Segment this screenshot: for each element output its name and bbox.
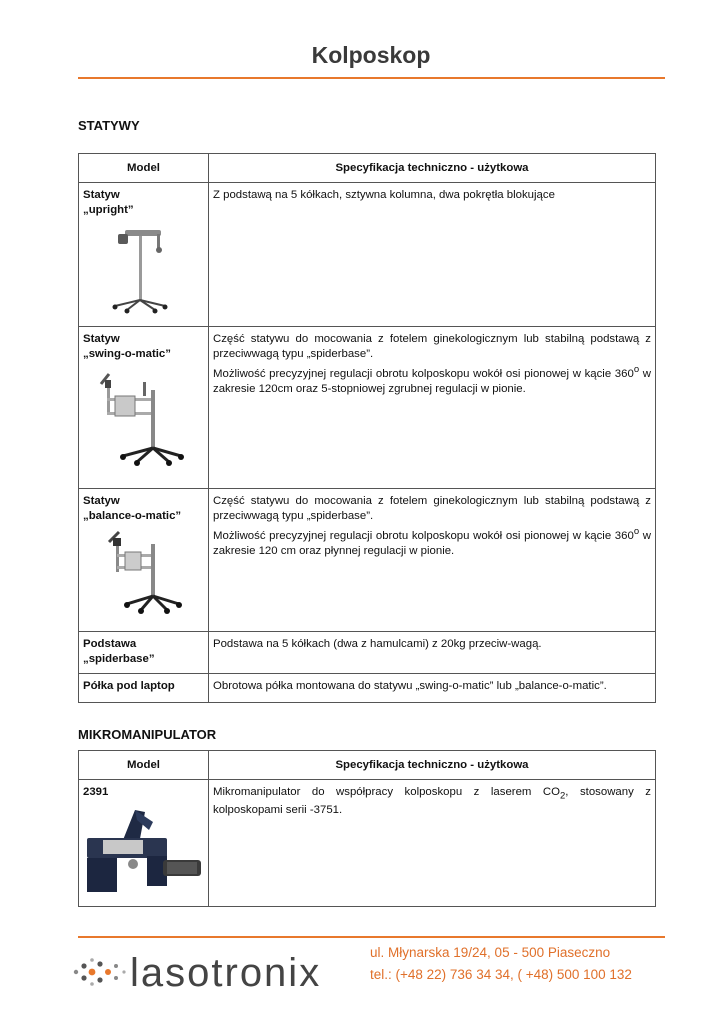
spec-cell: Obrotowa półka montowana do statywu „swing-o-matic” lub „balance-o-matic”.	[209, 674, 656, 703]
section-heading-mikromanipulator: MIKROMANIPULATOR	[78, 727, 217, 742]
spec-paragraph-1: Część statywu do mocowania z fotelem ginekologicznym lub stabilną podstawą z przeciwwagą typu „spiderbase”.	[213, 333, 651, 360]
model-cell	[79, 780, 209, 907]
model-name-line1: Półka pod laptop	[83, 680, 175, 692]
model-name-line1: Statyw	[83, 333, 120, 345]
footer-address: ul. Młynarska 19/24, 05 - 500 Piaseczno	[370, 945, 611, 960]
spec-cell	[209, 327, 656, 489]
section-heading-statywy: STATYWY	[78, 118, 140, 133]
column-header-spec: Specyfikacja techniczno - użytkowa	[209, 154, 656, 183]
statywy-table	[78, 153, 656, 703]
table-row	[79, 183, 656, 327]
footer-contact	[370, 942, 632, 986]
degree-sup: o	[633, 364, 640, 375]
spec-paragraph-2	[213, 524, 651, 559]
spec-text-pre: Możliwość precyzyjnej regulacji obrotu kolposkopu wokół osi pionowej w kącie 360	[213, 367, 634, 380]
table-row	[79, 674, 656, 703]
spec-text-post: , stosowany z kolposkopami serii -3751.	[213, 786, 651, 817]
co2-sub: 2	[560, 790, 566, 802]
model-cell	[79, 674, 209, 703]
company-logo	[68, 942, 368, 1006]
footer-phone: tel.: (+48 22) 736 34 34, ( +48) 500 100 132	[370, 967, 632, 982]
model-cell	[79, 489, 209, 632]
product-image-balance-o-matic	[83, 530, 204, 621]
column-header-model: Model	[79, 154, 209, 183]
spec-cell: Podstawa na 5 kółkach (dwa z hamulcami) z 20kg przeciw-wagą.	[209, 632, 656, 674]
model-cell	[79, 632, 209, 674]
model-name-line1: Podstawa	[83, 638, 137, 650]
degree-sup: o	[633, 526, 640, 537]
model-name-line2: „spiderbase”	[83, 653, 155, 665]
column-header-model: Model	[79, 751, 209, 780]
product-image-upright-stand	[83, 226, 204, 319]
model-name-line2: „balance-o-matic”	[83, 510, 182, 522]
model-name-line2: „upright”	[83, 204, 134, 216]
logo-mark-icon	[74, 958, 126, 986]
spec-paragraph-1: Część statywu do mocowania z fotelem ginekologicznym lub stabilną podstawą z przeciwwagą typu „spiderbase”.	[213, 495, 651, 522]
page-title: Kolposkop	[311, 42, 431, 68]
product-image-swing-o-matic	[83, 370, 204, 475]
spec-cell	[209, 489, 656, 632]
title-divider	[78, 77, 665, 79]
model-cell	[79, 327, 209, 489]
logo-text: lasotronix	[130, 951, 322, 995]
spec-cell: Z podstawą na 5 kółkach, sztywna kolumna, dwa pokrętła blokujące	[209, 183, 656, 327]
table-row	[79, 327, 656, 489]
table-header-row	[79, 154, 656, 183]
product-image-micromanipulator	[83, 804, 204, 901]
model-name-line1: Statyw	[83, 495, 120, 507]
model-name-line2: „swing-o-matic”	[83, 348, 171, 360]
model-name-line1: Statyw	[83, 189, 120, 201]
spec-paragraph-2	[213, 362, 651, 397]
model-cell	[79, 183, 209, 327]
spec-text-pre: Możliwość precyzyjnej regulacji obrotu kolposkopu wokół osi pionowej w kącie 360	[213, 529, 634, 542]
spec-cell	[209, 780, 656, 907]
table-row	[79, 489, 656, 632]
footer-divider	[78, 936, 665, 938]
spec-text-post: w zakresie 120 cm oraz płynnej regulacji w pionie.	[213, 529, 651, 557]
spec-text-pre: Mikromanipulator do współpracy kolposkopu z laserem CO	[213, 786, 560, 798]
table-row	[79, 632, 656, 674]
model-number: 2391	[83, 786, 109, 798]
mikromanipulator-table	[78, 750, 656, 907]
spec-text-post: w zakresie 120cm oraz 5-stopniowej zgrubnej regulacji w pionie.	[213, 367, 651, 395]
table-header-row	[79, 751, 656, 780]
column-header-spec: Specyfikacja techniczno - użytkowa	[209, 751, 656, 780]
table-row	[79, 780, 656, 907]
